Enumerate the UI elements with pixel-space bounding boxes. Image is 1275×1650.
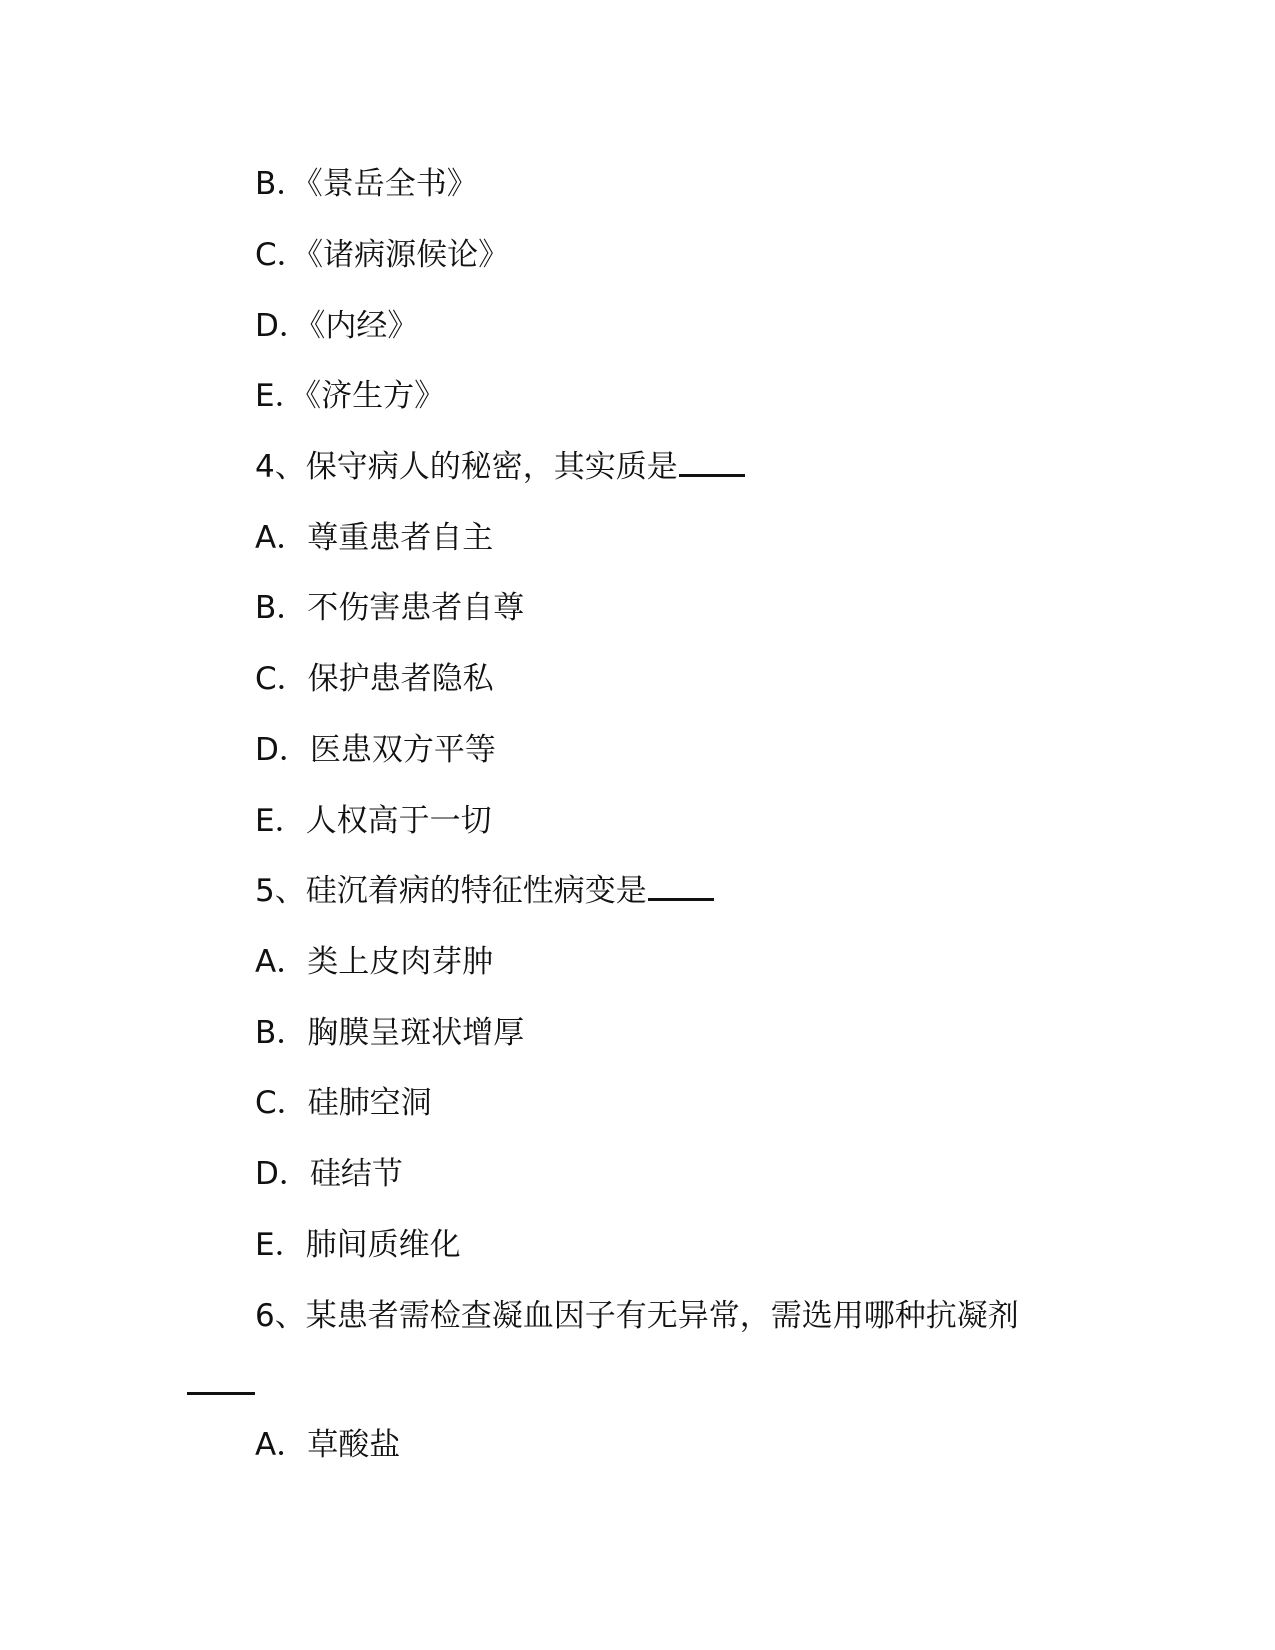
option-line xyxy=(255,1154,403,1194)
option-line xyxy=(255,1225,461,1265)
question-text: 4、保守病人的秘密，其实质是 xyxy=(255,449,678,485)
option-text: B．不伤害患者自尊 xyxy=(255,590,525,626)
question-text: 6、某患者需检查凝血因子有无异常，需选用哪种抗凝剂 xyxy=(255,1298,1019,1334)
option-text: D．《内经》 xyxy=(255,308,419,344)
question-line xyxy=(255,447,745,487)
question-line xyxy=(255,871,714,911)
option-text: D．硅结节 xyxy=(255,1156,403,1192)
option-line xyxy=(255,1013,524,1053)
option-text: C．硅肺空洞 xyxy=(255,1085,432,1121)
option-text: C．保护患者隐私 xyxy=(255,661,494,697)
option-line xyxy=(255,306,418,346)
option-text: A．类上皮肉芽肿 xyxy=(255,944,494,980)
answer-blank xyxy=(679,448,745,477)
question-text: 5、硅沉着病的特征性病变是 xyxy=(255,873,647,909)
option-text: E．《济生方》 xyxy=(255,378,446,414)
answer-blank xyxy=(648,872,714,901)
option-line xyxy=(255,659,494,699)
option-line xyxy=(255,588,524,628)
option-text: D．医患双方平等 xyxy=(255,732,496,768)
question-line xyxy=(255,1296,1019,1336)
option-text: E．人权高于一切 xyxy=(255,803,492,839)
option-text: C．《诸病源候论》 xyxy=(255,237,510,273)
option-line xyxy=(255,1083,432,1123)
option-line xyxy=(255,801,492,841)
option-line xyxy=(255,164,478,204)
option-line xyxy=(255,1425,400,1465)
option-line xyxy=(255,518,493,558)
answer-blank xyxy=(187,1392,255,1395)
option-line xyxy=(255,235,509,275)
option-text: A．草酸盐 xyxy=(255,1427,401,1463)
option-text: B．胸膜呈斑状增厚 xyxy=(255,1015,525,1051)
option-text: A．尊重患者自主 xyxy=(255,520,494,556)
option-line xyxy=(255,730,496,770)
option-text: B．《景岳全书》 xyxy=(255,166,478,202)
option-line xyxy=(255,942,493,982)
option-text: E．肺间质维化 xyxy=(255,1227,461,1263)
option-line xyxy=(255,376,445,416)
